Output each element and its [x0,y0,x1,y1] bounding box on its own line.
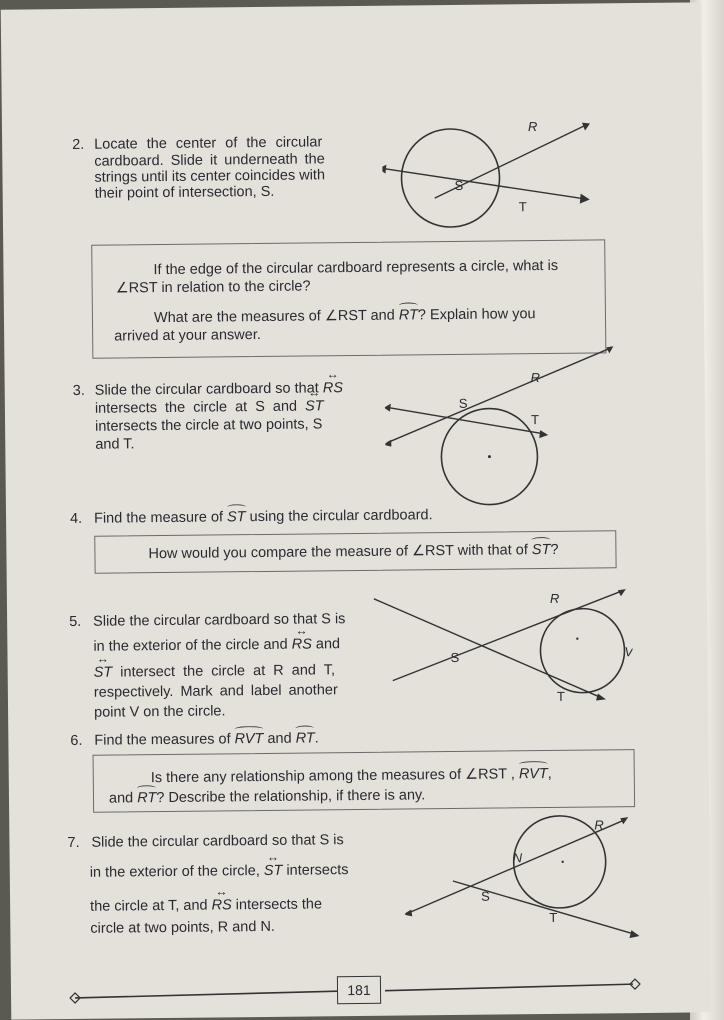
q2-pre: What are the measures of ∠RST and [153,307,395,327]
text: intersects the [235,896,323,914]
text: intersects [286,862,349,879]
arrowhead [580,194,590,204]
label-r: R [594,817,604,833]
center-dot [576,637,578,639]
item-3-number: 3. [72,382,85,399]
arrowhead [539,430,548,438]
text: in the exterior of the circle and [93,636,288,655]
ray-st [384,167,582,201]
item-7-line-4: circle at two points, R and N. [90,918,275,937]
label-r: R [530,370,541,386]
label-s: S [450,649,460,666]
center-dot [561,861,563,863]
label-r: R [527,119,538,135]
text: and [267,730,292,747]
line-st: ↔ ST [264,863,283,879]
text: and [108,790,134,807]
item-2-number: 2. [72,136,85,153]
arrowhead [382,165,387,174]
item-5-line-4: respectively. Mark and label another [93,682,338,701]
box-2-question-1-line-1: If the edge of the circular cardboard represents a circle, what is [153,257,559,279]
item-3-line-4: and T. [95,436,135,453]
label-v: V [624,644,634,660]
text: . [314,730,319,747]
line-rs: ↔ RS [211,897,231,913]
label-t: T [556,688,565,704]
item-7-line-3 [90,896,322,914]
circle [540,608,625,693]
line-rs: ↔ RS [292,636,312,652]
text: in the exterior of the circle, [89,863,260,881]
arrowhead [596,693,606,700]
arc-rt: RT [398,307,418,324]
arrowhead [384,404,391,412]
arc-st: ST [226,509,246,526]
text: Find the measures of [94,731,231,749]
label-s: S [458,395,468,411]
item-7-line-1: Slide the circular cardboard so that S is [91,832,344,851]
item-5-line-2 [93,636,340,655]
label-t: T [518,199,527,215]
figure-item-7 [404,811,645,944]
item-4-line [94,507,433,527]
box-2-question-2-line-2: arrived at your answer. [114,326,261,345]
arrowhead [404,909,412,916]
box-6-line-2 [109,787,425,806]
arrowhead [629,930,639,938]
label-t: T [530,412,540,428]
text: How would you compare the measure of ∠RST with that of [148,542,528,563]
center-dot [488,455,491,458]
line-st: ↔ ST [94,665,113,681]
text: using the circular cardboard. [249,507,433,526]
text: Slide the circular cardboard so that [94,380,319,399]
item-3-line-1 [95,380,343,399]
item-5-line-5: point V on the circle. [94,703,226,721]
text: ? [550,541,559,558]
label-r: R [549,590,560,606]
item-7-line-2 [90,862,349,881]
text: intersect the circle at R and T, [120,662,336,681]
figure-item-2 [382,118,603,230]
text: Is there any relationship among the measures of ∠RST , [150,766,515,787]
item-3-line-2 [95,398,324,416]
figure-item-5 [372,588,633,706]
arc-rt: RT [137,790,157,807]
label-s: S [480,888,490,904]
arc-rvt: RVT [518,766,548,783]
label-n: N [512,850,523,866]
label-s: S [454,177,464,193]
line-st: ↔ ST [305,398,324,414]
text: Find the measure of [93,509,224,527]
label-t: T [549,909,558,925]
footer-line-left [75,991,337,998]
figure-item-3 [384,345,616,512]
box-2-question-1-line-2: ∠RST in relation to the circle? [115,278,311,297]
item-2-line-1: Locate the center of the circular [94,134,323,153]
footer-line-right [385,984,633,991]
q2-post: ? Explain how you [417,306,536,324]
item-2-line-2: cardboard. Slide it underneath the [94,151,325,170]
item-6-line [94,730,319,748]
text: ? Describe the relationship, if there is any. [156,787,426,807]
item-6-number: 6. [70,732,83,750]
item-2-line-3: strings until its center coincides with [94,167,326,186]
text: the circle at T, and [90,897,208,915]
item-5-line-1: Slide the circular cardboard so that S is [93,611,346,630]
text: intersects the circle at S and [94,398,298,417]
item-7-number: 7. [67,834,80,852]
item-5-line-3 [94,662,335,681]
text: , [547,765,552,783]
arrowhead [384,440,391,447]
arc-rvt: RVT [234,730,264,748]
arc-st: ST [531,541,551,559]
item-3-line-3: intersects the circle at two points, S [95,416,323,435]
page-number: 181 [337,976,381,1004]
ray-sr [392,590,625,680]
text: and [315,636,341,653]
textbook-page [1,2,712,1019]
item-5-number: 5. [69,613,82,631]
item-2-line-4: their point of intersection, S. [94,183,275,202]
line-rs [386,347,613,442]
line-rs: ↔ RS [323,380,343,396]
item-4-number: 4. [69,510,83,527]
arc-rt: RT [295,730,315,747]
